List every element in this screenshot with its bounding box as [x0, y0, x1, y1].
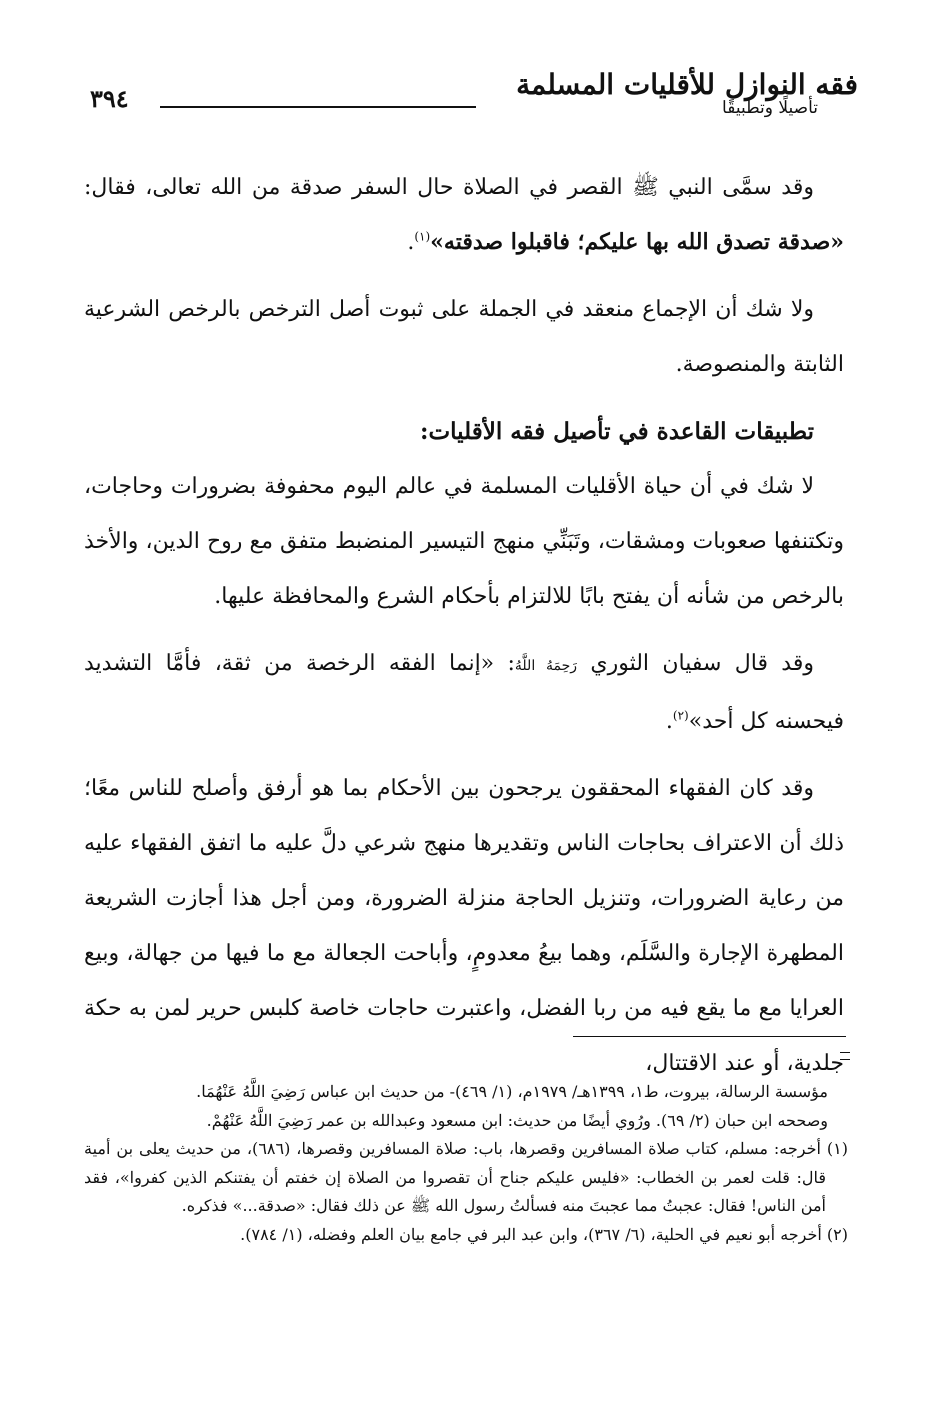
honorific-phrase: رَحِمَهُ اللَّهُ [514, 658, 578, 674]
paragraph-4-text: وقد قال سفيان الثوري [577, 651, 814, 676]
continuation-mark [840, 1052, 850, 1060]
footnote-1: (١) أخرجه: مسلم، كتاب صلاة المسافرين وقصرها، باب: صلاة المسافرين وقصرها، (٦٨٦)، من حديث يعلى بن أمية قال: قلت لعمر بن الخطاب: «فليس عليكم جناح أن تقصروا من الصلاة إن خفتم أن يفتنكم الذين كفروا»، فقد أمن الناس! فقال: عجبتُ مما عجبتَ منه فسألتُ رسول الله ﷺ عن ذلك فقال: «صدقة...» فذكره. [84, 1139, 848, 1215]
footnote-separator [573, 1036, 846, 1037]
paragraph-2: ولا شك أن الإجماع منعقد في الجملة على ثبوت أصل الترخص بالرخص الشرعية الثابتة والمنصوصة. [84, 297, 844, 377]
sufyan-quote: : «إنما الفقه الرخصة من ثقة، فأمَّا التشديد فيحسنه كل أحد» [84, 651, 844, 734]
footnote-continued-2: وصححه ابن حبان (٢/ ٦٩). ورُوي أيضًا من حديث: ابن مسعود وعبدالله بن عمر رَضِيَ اللَّهُ عَنْهُمْ. [206, 1110, 828, 1130]
footnotes [84, 1078, 848, 1249]
paragraph-1-text: وقد سمَّى النبي ﷺ القصر في الصلاة حال السفر صدقة من الله تعالى، فقال: [84, 175, 814, 200]
paragraph-4-end: . [665, 709, 673, 734]
paragraph-5: وقد كان الفقهاء المحققون يرجحون بين الأحكام بما هو أرفق وأصلح للناس معًا؛ ذلك أن الاعتراف بحاجات الناس وتقديرها منهج شرعي دلَّ عليه ما اتفق الفقهاء عليه من رعاية الضرورات، وتنزيل الحاجة منزلة الضرورة، ومن أجل هذا أجازت الشريعة المطهرة الإجارة والسَّلَم، وهما بيعُ معدومٍ، وأباحت الجعالة مع ما فيها من جهالة، وبيع العرايا مع ما يقع فيه من ربا الفضل، واعتبرت حاجات خاصة كلبس حرير لمن به حكة جلدية، أو عند الاقتتال، [84, 776, 844, 1076]
page-number: ٣٩٤ [90, 84, 129, 113]
footnote-ref-1[interactable]: (١) [414, 229, 431, 244]
book-title [498, 70, 858, 117]
hadith-quote: «صدقة تصدق الله بها عليكم؛ فاقبلوا صدقته» [430, 229, 844, 255]
book-title-sub: تأصيلًا وتطبيقًا [722, 97, 818, 118]
footnote-continued-1: مؤسسة الرسالة، بيروت، ط١، ١٣٩٩هـ/ ١٩٧٩م، (١/ ٤٦٩)- من حديث ابن عباس رَضِيَ اللَّهُ عَنْهُمَا. [196, 1082, 828, 1101]
paragraph-4 [84, 636, 844, 749]
section-heading: تطبيقات القاعدة في تأصيل فقه الأقليات: [420, 418, 814, 445]
footnote-2: (٢) أخرجه أبو نعيم في الحلية، (٦/ ٣٦٧)، وابن عبد البر في جامع بيان العلم وفضله، (١/ ٧٨٤). [240, 1224, 848, 1244]
main-text [84, 160, 844, 1103]
paragraph-1 [84, 160, 844, 270]
footnote-ref-2[interactable]: (٢) [672, 708, 689, 723]
paragraph-3: لا شك في أن حياة الأقليات المسلمة في عالم اليوم محفوفة بضرورات وحاجات، وتكتنفها صعوبات ومشقات، وتَبَنِّي منهج التيسير المنضبط متفق مع روح الدين، والأخذ بالرخص من شأنه أن يفتح بابًا للالتزام بأحكام الشرع والمحافظة عليها. [84, 474, 844, 609]
book-title-main: فقه النوازل للأقليات المسلمة [516, 68, 858, 101]
header-rule [160, 106, 476, 108]
paragraph-1-end: . [407, 230, 415, 255]
running-header [90, 70, 858, 150]
